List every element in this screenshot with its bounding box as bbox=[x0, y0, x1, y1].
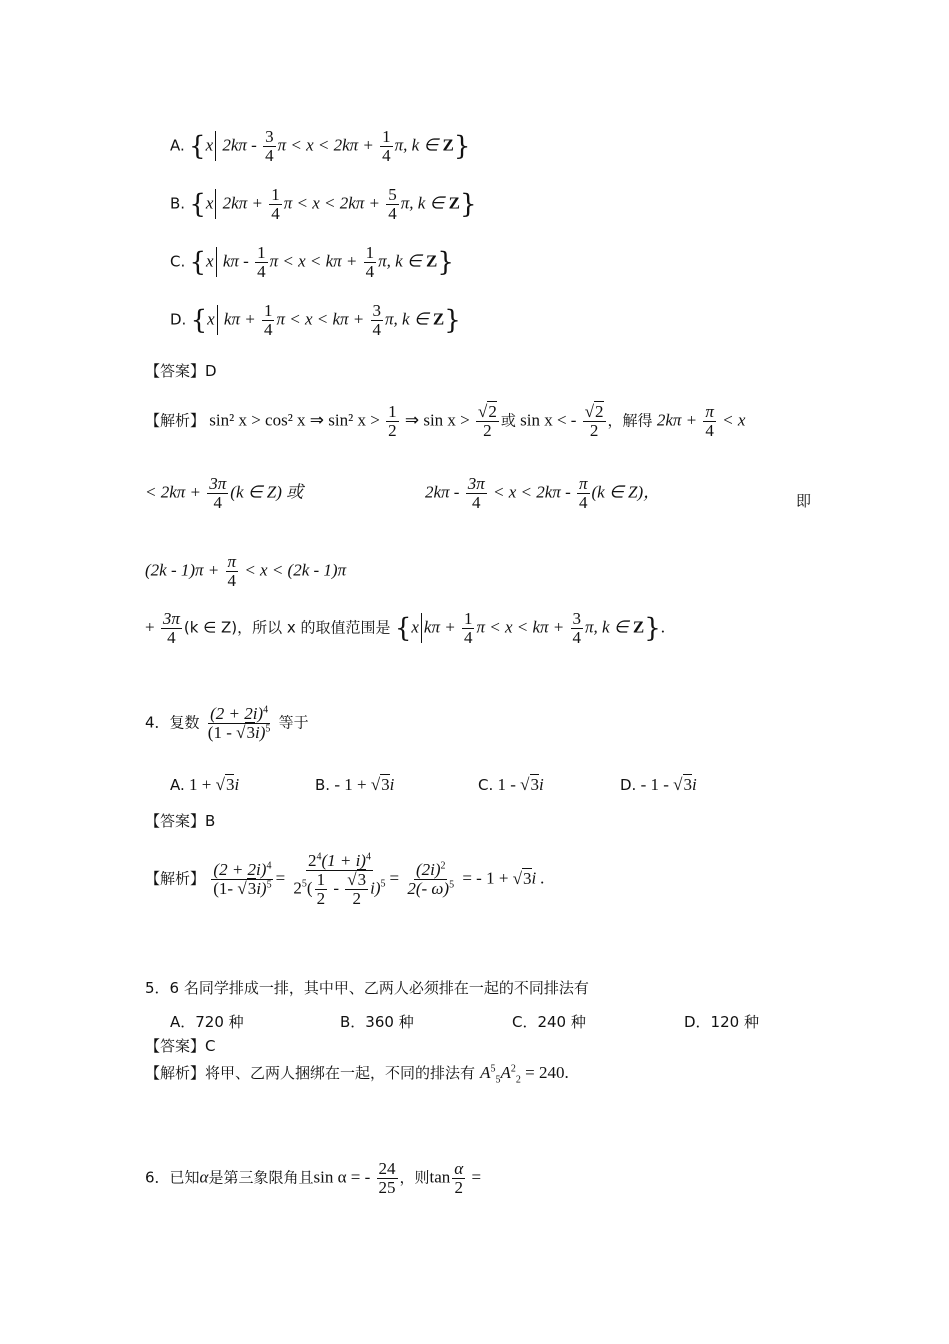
q4-option-a: A. 1 + √ 3i bbox=[170, 775, 239, 795]
q5-option-b: B．360 种 bbox=[340, 1013, 414, 1031]
q3-option-d: D. {x kπ + $\frac{1}{4}$ π < x < kπ + $\frac{3}{4}$ π, k ∈ Z} bbox=[170, 301, 461, 339]
q5-option-d: D．120 种 bbox=[684, 1013, 759, 1031]
q5-stem: 5．6 名同学排成一排，其中甲、乙两人必须排在一起的不同排法有 bbox=[145, 979, 589, 997]
q3-option-a: A. {x 2kπ - $\frac{3}{4}$ π < x < 2kπ + $\frac{1}{4}$ π, k ∈ Z} bbox=[170, 127, 471, 165]
q3-answer: 【答案】D bbox=[145, 362, 217, 380]
q3-option-b: B. {x 2kπ + $\frac{1}{4}$ π < x < 2kπ + $\frac{5}{4}$ π, k ∈ Z} bbox=[170, 185, 477, 223]
q3-analysis-line2: < 2kπ + $\frac{3\pi}{4}$ (k ∈ Z) 或 bbox=[145, 474, 304, 512]
q5-option-a: A．720 种 bbox=[170, 1013, 244, 1031]
q5-option-c: C．240 种 bbox=[512, 1013, 586, 1031]
q4-option-b: B. - 1 + √ 3i bbox=[315, 775, 394, 795]
q4-option-d: D. - 1 - √ 3i bbox=[620, 775, 697, 795]
q3-analysis-line4: + $\frac{3\pi}{4}$ (k ∈ Z)，所以 x 的取值范围是 {x kπ + $\frac{1}{4}$ π < x < kπ + $\frac{3}{4}$ π, k ∈ Z}. bbox=[145, 609, 666, 647]
q4-answer: 【答案】B bbox=[145, 812, 216, 830]
q4-option-c: C. 1 - √ 3i bbox=[478, 775, 544, 795]
q3-analysis-line1: 【解析】 sin² x > cos² x ⇒ sin² x > $\frac{1}{2}$ ⇒ sin x > √ $\frac{2}{2}$ 或 sin x < - √ $\frac{2}{2}$ ，解得 2kπ + $\frac{\pi}{4}$ < x bbox=[145, 403, 745, 440]
q4-analysis: 【解析】 $\frac{(2 + 2i)^4}{(1- √ 3i)^5}$ = $2^4(1 + i)^4$ $2^5$( $\frac{1}{2}$ - √ $\frac{3}{2}$ i)$^5$ = $\frac{(2i)^2}{2(- \omega)^5}$ = - 1 + √ 3i . bbox=[145, 852, 545, 908]
q5-analysis: 【解析】将甲、乙两人捆绑在一起，不同的排法有 $A^5_5A^2_2 = 240$. bbox=[145, 1063, 569, 1086]
q3-analysis-line3: (2k - 1)π + $\frac{\pi}{4}$ < x < (2k - 1)π bbox=[145, 552, 347, 590]
q3-ji: 即 bbox=[796, 492, 812, 510]
q6-stem: 6．已知α是第三象限角且sin α = - $\frac{24}{25}$ ，则tan $\frac{\alpha}{2}$ = bbox=[145, 1159, 482, 1197]
q5-answer: 【答案】C bbox=[145, 1037, 216, 1055]
q4-stem: 4．复数 $\frac{(2 + 2i)^4}{(1 - √ 3i)^5}$ 等于 bbox=[145, 705, 309, 742]
q3-analysis-line2b: 2kπ - $\frac{3\pi}{4}$ < x < 2kπ - $\frac{\pi}{4}$ (k ∈ Z)， bbox=[425, 474, 661, 512]
q3-option-c: C. {x kπ - $\frac{1}{4}$ π < x < kπ + $\frac{1}{4}$ π, k ∈ Z} bbox=[170, 243, 454, 281]
